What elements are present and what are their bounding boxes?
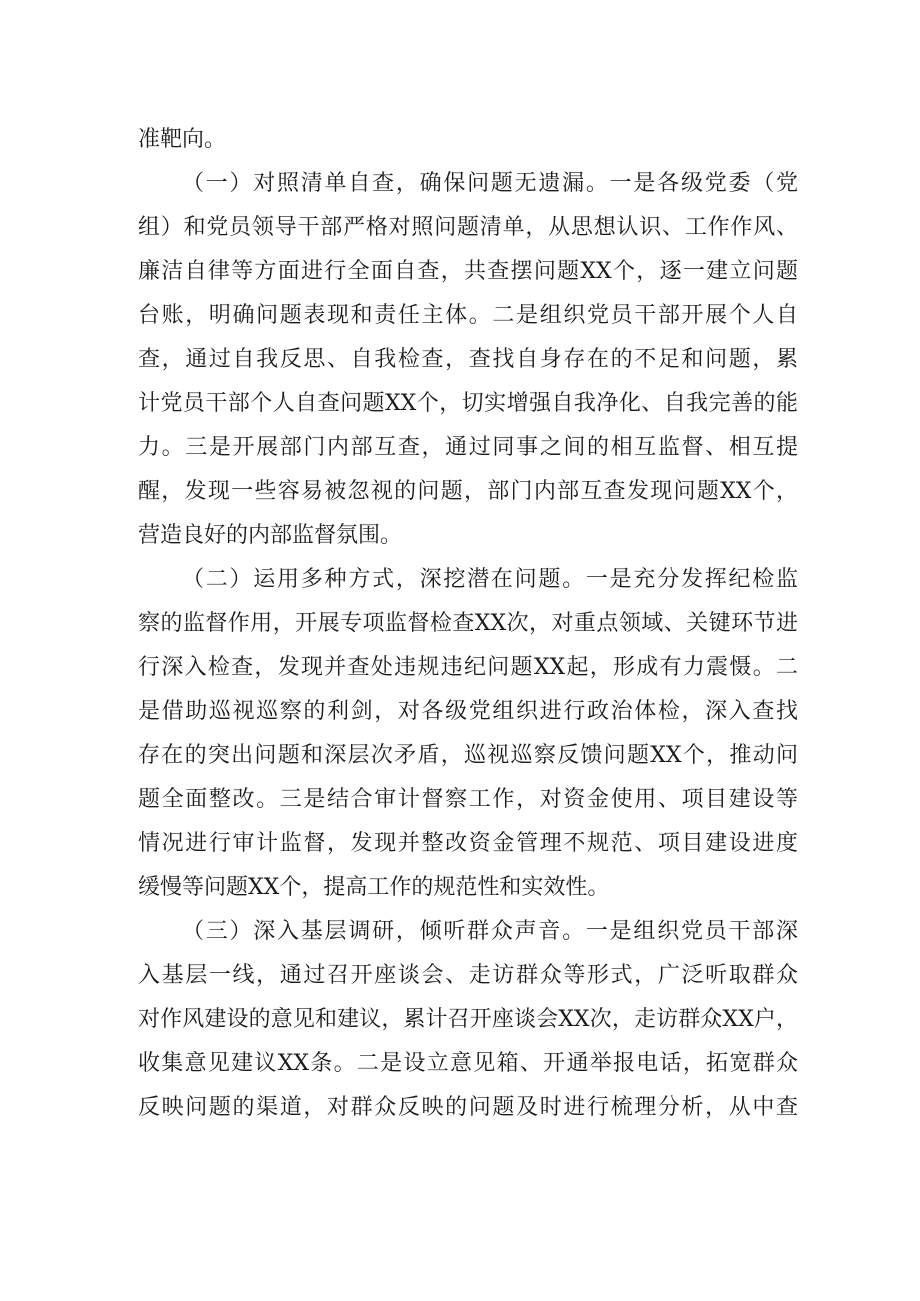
document-body bbox=[138, 118, 798, 1130]
text-line: 力。三是开展部门内部互查，通过同事之间的相互监督、相互提 bbox=[138, 435, 798, 460]
text-line: 入基层一线，通过召开座谈会、走访群众等形式，广泛听取群众 bbox=[138, 963, 798, 988]
text-line: 存在的突出问题和深层次矛盾，巡视巡察反馈问题XX个，推动问 bbox=[138, 743, 798, 768]
text-line: 题全面整改。三是结合审计督察工作，对资金使用、项目建设等 bbox=[138, 787, 798, 812]
paragraph-grassroots-research bbox=[138, 910, 798, 1130]
text-line: 情况进行审计监督，发现并整改资金管理不规范、项目建设进度 bbox=[138, 831, 798, 856]
text-line: 查，通过自我反思、自我检查，查找自身存在的不足和问题，累 bbox=[138, 347, 798, 372]
text-line: 廉洁自律等方面进行全面自查，共查摆问题XX个，逐一建立问题 bbox=[138, 259, 798, 284]
text-line: 计党员干部个人自查问题XX个，切实增强自我净化、自我完善的能 bbox=[138, 391, 798, 416]
text-line: 对作风建设的意见和建议，累计召开座谈会XX次，走访群众XX户， bbox=[138, 1007, 798, 1032]
text-line: 行深入检查，发现并查处违规违纪问题XX起，形成有力震慑。二 bbox=[138, 655, 798, 680]
text-line: 察的监督作用，开展专项监督检查XX次，对重点领域、关键环节进 bbox=[138, 611, 798, 636]
paragraph-multiple-methods bbox=[138, 558, 798, 910]
text-line: 台账，明确问题表现和责任主体。二是组织党员干部开展个人自 bbox=[138, 303, 798, 328]
text-line: （三）深入基层调研，倾听群众声音。一是组织党员干部深 bbox=[182, 919, 798, 944]
paragraph-self-check bbox=[138, 162, 798, 558]
text-line: 是借助巡视巡察的利剑，对各级党组织进行政治体检，深入查找 bbox=[138, 699, 798, 724]
text-line: 醒，发现一些容易被忽视的问题，部门内部互查发现问题XX个， bbox=[138, 479, 798, 504]
text-line: （一）对照清单自查，确保问题无遗漏。一是各级党委（党 bbox=[182, 171, 798, 196]
text-line: 准靶向。 bbox=[138, 127, 227, 152]
text-line: 反映问题的渠道，对群众反映的问题及时进行梳理分析，从中查 bbox=[138, 1095, 798, 1120]
text-line: 缓慢等问题XX个，提高工作的规范性和实效性。 bbox=[138, 875, 610, 900]
text-line: 组）和党员领导干部严格对照问题清单，从思想认识、工作作风、 bbox=[138, 215, 798, 240]
text-line: 营造良好的内部监督氛围。 bbox=[138, 523, 403, 548]
paragraph-continuation bbox=[138, 118, 798, 162]
text-line: （二）运用多种方式，深挖潜在问题。一是充分发挥纪检监 bbox=[182, 567, 798, 592]
text-line: 收集意见建议XX条。二是设立意见箱、开通举报电话，拓宽群众 bbox=[138, 1051, 798, 1076]
